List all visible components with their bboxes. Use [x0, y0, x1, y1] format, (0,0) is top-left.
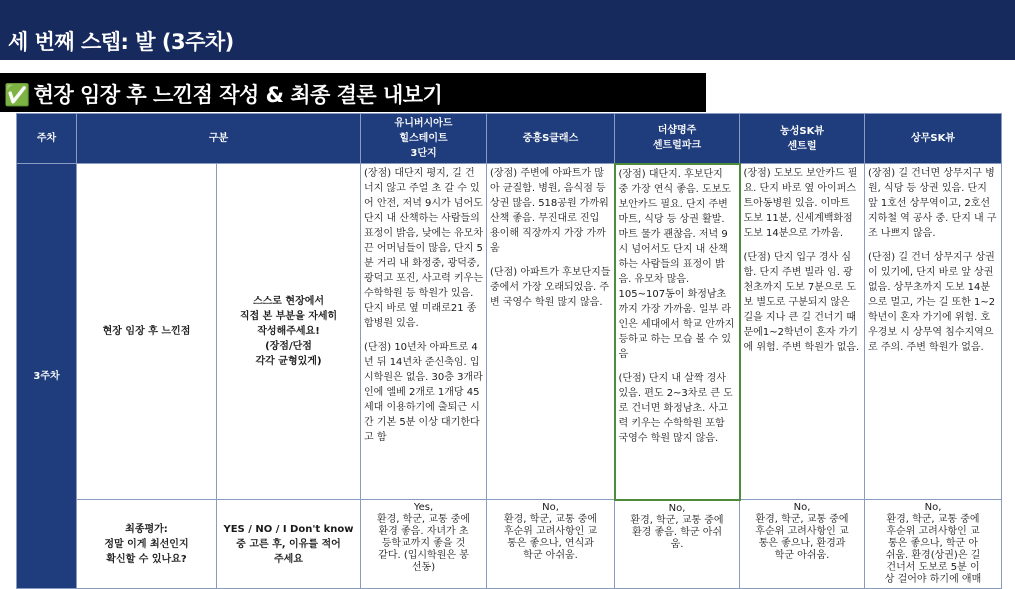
- subtitle-bar: [0, 73, 706, 112]
- cons-text: (단점) 아파트가 후보단지들 중에서 가장 오래되었음. 주변 국영수 학원 많지 않음.: [490, 267, 611, 308]
- pros-text: (장점) 주변에 아파트가 많아 균질함. 병원, 음식점 등 상권 많음. 518공원 가까워 산책 좋음. 무진대로 진입 용이해 직장까지 가장 가까움: [490, 168, 609, 254]
- header-complex-1: 유니버시아드 힐스테이트 3단지: [361, 114, 487, 164]
- cons-text: (단점) 10년차 아파트로 4년 뒤 14년차 준신축임. 입시학원은 없음. 30층 3개라인에 엘베 2개로 1개당 45세대 이용하기에 출퇴근 시간 기본 5분 이상 대기한다고 함: [364, 342, 483, 443]
- cons-text: (단점) 길 건너 상무지구 상권이 있기에, 단지 바로 앞 상권 없음. 상무초까지 도보 14분으로 멀고, 가는 길 또한 1~2학년이 혼자 가기에 위험. 호우경보 시 상무역 침수지역으로 주의. 주변 학원가 없음.: [868, 252, 996, 353]
- page-title: 세 번째 스텝: 발 (3주차): [8, 30, 234, 54]
- final-eval-cell: No, 환경, 학군, 교통 중에 후순위 고려사항인 교 통은 좋으나, 환경과 학군 아쉬움.: [740, 500, 865, 589]
- row-label-impressions: 현장 임장 후 느낀점: [77, 164, 217, 500]
- subtitle-label: 현장 임장 후 느낀점 작성 & 최종 결론 내보기: [33, 83, 443, 107]
- row-label-final: 최종평가: 정말 이게 최선인지 확신할 수 있나요?: [77, 500, 217, 589]
- header-week: 주차: [17, 114, 77, 164]
- week-label: 3주차: [17, 164, 77, 589]
- table-row: [17, 164, 1002, 500]
- check-icon: ✅: [4, 83, 30, 107]
- impression-cell: [865, 164, 1002, 500]
- final-eval-cell: No, 환경, 학군, 교통 중에 환경 좋음. 학군 아쉬 움.: [615, 500, 740, 589]
- title-bar: [0, 0, 1015, 60]
- row-instruction-impressions: 스스로 현장에서 직접 본 부분을 자세히 작성해주세요! (장점/단점 각각 균형있게): [217, 164, 361, 500]
- row-instruction-final: YES / NO / I Don't know 중 고른 후, 이유를 적어 주세요: [217, 500, 361, 589]
- header-complex-2: 중흥S클래스: [487, 114, 615, 164]
- pros-text: (장점) 대단지 평지, 길 건너지 않고 주얼 초 갈 수 있어 안전, 저녁 9시가 넘어도 단지 내 산책하는 사람들의 표정이 밝음, 낮에는 유모차 끈 어머님들이 많음, 단지 5분 거리 내 화정중, 광덕중, 광덕고 포진, 사고력 키우는 수학학원 등 학원가 있음. 단지 바로 옆 미래로21 종합병원 있음.: [364, 168, 483, 329]
- cons-text: (단점) 단지 입구 경사 심함. 단지 주변 빌라 임. 광천초까지 도보 7분으로 도보 별도로 구분되지 않은 길을 지나 큰 길 건너기 때문에1~2학년이 혼자 가기에 위험. 주변 학원가 없음.: [743, 252, 860, 353]
- final-eval-cell: No, 환경, 학군, 교통 중에 후순위 고려사항인 교 통은 좋으나, 연식과 학군 아쉬움.: [487, 500, 615, 589]
- header-complex-4: 농성SK뷰 센트럴: [740, 114, 865, 164]
- header-category: 구분: [77, 114, 361, 164]
- section-subtitle: [4, 79, 442, 109]
- pros-text: (장점) 도보도 보안카드 필요. 단지 바로 옆 아이퍼스트아동병원 있음. 이마트 도보 11분, 신세계백화점 도보 14분으로 가까움.: [743, 168, 858, 239]
- pros-text: (장점) 대단지. 후보단지 중 가장 연식 좋음. 도보도 보안카드 필요. 단지 주변 마트, 식당 등 상권 활발. 마트 물가 괜찮음. 저녁 9시 넘어서도 단지 내 산책하는 사람들의 표정이 밝음. 유모차 많음. 105~107동이 화정남초까지 가장 가까움. 일부 라인은 세대에서 학교 안까지 등하교 하는 모습 볼 수 있음: [618, 168, 735, 360]
- header-complex-5: 상무SK뷰: [865, 114, 1002, 164]
- final-eval-cell: Yes, 환경, 학군, 교통 중에 환경 좋음. 자녀가 초 등학교까지 좋을 것 같다. (입시학원은 봉 선동): [361, 500, 487, 589]
- pros-text: (장점) 길 건너면 상무지구 병원, 식당 등 상권 있음. 단지 앞 1호선 상무역이고, 2호선 지하철 역 공사 중. 단지 내 구조 나쁘지 않음.: [868, 168, 997, 239]
- header-row: [17, 114, 1002, 164]
- table-row: [17, 500, 1002, 589]
- impression-cell: [361, 164, 487, 500]
- header-complex-3: 더샵명주 센트럴파크: [615, 114, 740, 164]
- impression-cell-highlighted: [615, 164, 740, 500]
- impression-cell: [740, 164, 865, 500]
- evaluation-table: [16, 113, 1002, 589]
- impression-cell: [487, 164, 615, 500]
- cons-text: (단점) 단지 내 살짝 경사 있음. 편도 2~3차로 큰 도로 건너면 화정남초. 사고력 키우는 수학학원 포함 국영수 학원 많지 않음.: [618, 372, 733, 444]
- final-eval-cell: No, 환경, 학군, 교통 중에 후순위 고려사항인 교 통은 좋으나, 학군 아 쉬움. 환경(상권)은 길 건너서 도보로 5분 이 상 걸어야 하기에 애매: [865, 500, 1002, 589]
